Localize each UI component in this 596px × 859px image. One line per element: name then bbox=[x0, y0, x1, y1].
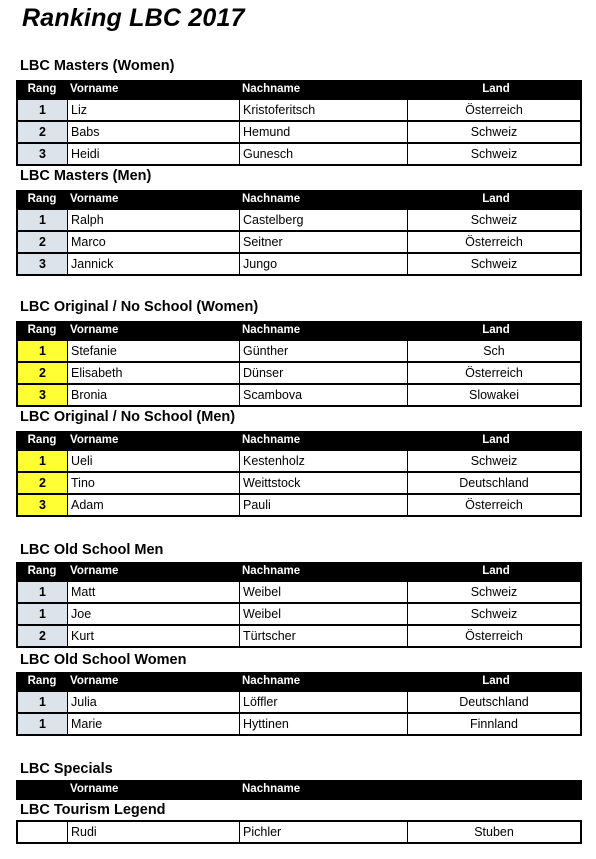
table-row bbox=[16, 495, 582, 517]
table-row bbox=[16, 363, 582, 385]
cell-nachname: Pichler bbox=[240, 822, 408, 842]
cell-land: Österreich bbox=[465, 235, 523, 249]
cell-vorname: Marco bbox=[68, 232, 240, 252]
table-old-school-women bbox=[16, 672, 582, 736]
cell-vorname: Ralph bbox=[68, 210, 240, 230]
cell-nachname: Kristoferitsch bbox=[240, 100, 408, 120]
col-header-nachname: Nachname bbox=[242, 783, 301, 795]
col-header-vorname: Vorname bbox=[70, 675, 119, 687]
cell-rang: 3 bbox=[18, 254, 68, 274]
cell-land: Schweiz bbox=[470, 585, 518, 599]
cell-vorname: Babs bbox=[68, 122, 240, 142]
col-header-rang: Rang bbox=[27, 434, 57, 446]
col-header-land: Land bbox=[482, 193, 510, 205]
cell-nachname: Weittstock bbox=[240, 473, 408, 493]
section-title-masters-women: LBC Masters (Women) bbox=[20, 58, 175, 74]
cell-vorname: Adam bbox=[68, 495, 240, 515]
cell-nachname: Kestenholz bbox=[240, 451, 408, 471]
col-header-vorname: Vorname bbox=[70, 83, 119, 95]
table-row bbox=[16, 210, 582, 232]
section-title-specials: LBC Specials bbox=[20, 761, 113, 777]
table-row bbox=[16, 451, 582, 473]
cell-land: Schweiz bbox=[470, 147, 518, 161]
table-row bbox=[16, 820, 582, 844]
cell-nachname: Seitner bbox=[240, 232, 408, 252]
cell-rang: 1 bbox=[18, 582, 68, 602]
cell-rang: 2 bbox=[18, 473, 68, 493]
table-row bbox=[16, 100, 582, 122]
table-row bbox=[16, 473, 582, 495]
col-header-vorname: Vorname bbox=[70, 783, 119, 795]
cell-land: Schweiz bbox=[470, 213, 518, 227]
cell-rang: 2 bbox=[18, 626, 68, 646]
section-title-old-school-women: LBC Old School Women bbox=[20, 652, 187, 668]
cell-vorname: Joe bbox=[68, 604, 240, 624]
cell-land: Schweiz bbox=[470, 454, 518, 468]
table-header bbox=[16, 562, 582, 582]
cell-rang: 3 bbox=[18, 144, 68, 164]
cell-land: Schweiz bbox=[470, 607, 518, 621]
cell-nachname: Gunesch bbox=[240, 144, 408, 164]
cell-land: Österreich bbox=[465, 366, 523, 380]
cell-vorname: Liz bbox=[68, 100, 240, 120]
table-header bbox=[16, 672, 582, 692]
cell-vorname: Bronia bbox=[68, 385, 240, 405]
table-row bbox=[16, 122, 582, 144]
col-header-land: Land bbox=[482, 324, 510, 336]
cell-nachname: Löffler bbox=[240, 692, 408, 712]
section-title-original-men: LBC Original / No School (Men) bbox=[20, 409, 236, 425]
col-header-nachname: Nachname bbox=[242, 675, 301, 687]
col-header-nachname: Nachname bbox=[242, 83, 301, 95]
cell-land: Schweiz bbox=[470, 257, 518, 271]
table-row bbox=[16, 714, 582, 736]
cell-land: Slowakei bbox=[468, 388, 520, 402]
col-header-rang: Rang bbox=[27, 193, 57, 205]
cell-land: Sch bbox=[483, 344, 505, 358]
table-row bbox=[16, 232, 582, 254]
cell-rang: 3 bbox=[18, 495, 68, 515]
col-header-vorname: Vorname bbox=[70, 434, 119, 446]
table-row bbox=[16, 254, 582, 276]
cell-nachname: Dünser bbox=[240, 363, 408, 383]
page-title: Ranking LBC 2017 bbox=[22, 4, 245, 32]
col-header-rang: Rang bbox=[27, 324, 57, 336]
cell-rang bbox=[18, 822, 68, 842]
table-specials-header bbox=[16, 780, 582, 800]
cell-nachname: Weibel bbox=[240, 604, 408, 624]
col-header-vorname: Vorname bbox=[70, 193, 119, 205]
table-original-women bbox=[16, 321, 582, 407]
table-row bbox=[16, 385, 582, 407]
cell-vorname: Julia bbox=[68, 692, 240, 712]
table-row bbox=[16, 604, 582, 626]
cell-rang: 3 bbox=[18, 385, 68, 405]
col-header-vorname: Vorname bbox=[70, 565, 119, 577]
cell-nachname: Türtscher bbox=[240, 626, 408, 646]
col-header-land: Land bbox=[482, 434, 510, 446]
cell-rang: 1 bbox=[18, 451, 68, 471]
cell-nachname: Weibel bbox=[240, 582, 408, 602]
cell-land: Schweiz bbox=[470, 125, 518, 139]
col-header-land: Land bbox=[482, 565, 510, 577]
cell-nachname: Castelberg bbox=[240, 210, 408, 230]
cell-vorname: Marie bbox=[68, 714, 240, 734]
section-title-old-school-men: LBC Old School Men bbox=[20, 542, 164, 558]
cell-land: Deutschland bbox=[459, 695, 529, 709]
table-row bbox=[16, 582, 582, 604]
cell-nachname: Scambova bbox=[240, 385, 408, 405]
cell-rang: 1 bbox=[18, 341, 68, 361]
table-header bbox=[16, 190, 582, 210]
cell-vorname: Rudi bbox=[68, 822, 240, 842]
table-row bbox=[16, 626, 582, 648]
table-header bbox=[16, 321, 582, 341]
cell-land: Finnland bbox=[470, 717, 518, 731]
col-header-nachname: Nachname bbox=[242, 565, 301, 577]
col-header-vorname: Vorname bbox=[70, 324, 119, 336]
cell-nachname: Pauli bbox=[240, 495, 408, 515]
cell-rang: 2 bbox=[18, 232, 68, 252]
table-header bbox=[16, 780, 582, 800]
cell-nachname: Hyttinen bbox=[240, 714, 408, 734]
cell-rang: 1 bbox=[18, 100, 68, 120]
table-tourism-legend bbox=[16, 820, 582, 844]
cell-land: Deutschland bbox=[459, 476, 529, 490]
cell-land: Stuben bbox=[474, 825, 514, 839]
cell-nachname: Günther bbox=[240, 341, 408, 361]
col-header-nachname: Nachname bbox=[242, 434, 301, 446]
cell-vorname: Matt bbox=[68, 582, 240, 602]
table-row bbox=[16, 341, 582, 363]
table-row bbox=[16, 692, 582, 714]
cell-rang: 2 bbox=[18, 363, 68, 383]
cell-land: Österreich bbox=[465, 629, 523, 643]
cell-vorname: Heidi bbox=[68, 144, 240, 164]
cell-vorname: Kurt bbox=[68, 626, 240, 646]
table-header bbox=[16, 80, 582, 100]
col-header-rang: Rang bbox=[27, 83, 57, 95]
table-original-men bbox=[16, 431, 582, 517]
table-masters-women bbox=[16, 80, 582, 166]
section-title-masters-men: LBC Masters (Men) bbox=[20, 168, 152, 184]
table-header bbox=[16, 431, 582, 451]
cell-rang: 2 bbox=[18, 122, 68, 142]
cell-rang: 1 bbox=[18, 210, 68, 230]
cell-rang: 1 bbox=[18, 604, 68, 624]
col-header-land: Land bbox=[482, 83, 510, 95]
cell-nachname: Hemund bbox=[240, 122, 408, 142]
cell-nachname: Jungo bbox=[240, 254, 408, 274]
col-header-nachname: Nachname bbox=[242, 193, 301, 205]
cell-rang: 1 bbox=[18, 714, 68, 734]
cell-rang: 1 bbox=[18, 692, 68, 712]
table-masters-men bbox=[16, 190, 582, 276]
col-header-rang: Rang bbox=[27, 565, 57, 577]
col-header-rang: Rang bbox=[27, 675, 57, 687]
section-title-tourism-legend: LBC Tourism Legend bbox=[20, 802, 166, 818]
cell-land: Österreich bbox=[465, 498, 523, 512]
cell-vorname: Ueli bbox=[68, 451, 240, 471]
cell-vorname: Stefanie bbox=[68, 341, 240, 361]
cell-vorname: Elisabeth bbox=[68, 363, 240, 383]
col-header-land: Land bbox=[482, 675, 510, 687]
table-old-school-men bbox=[16, 562, 582, 648]
col-header-nachname: Nachname bbox=[242, 324, 301, 336]
cell-vorname: Jannick bbox=[68, 254, 240, 274]
cell-land: Österreich bbox=[465, 103, 523, 117]
cell-vorname: Tino bbox=[68, 473, 240, 493]
section-title-original-women: LBC Original / No School (Women) bbox=[20, 299, 259, 315]
table-row bbox=[16, 144, 582, 166]
